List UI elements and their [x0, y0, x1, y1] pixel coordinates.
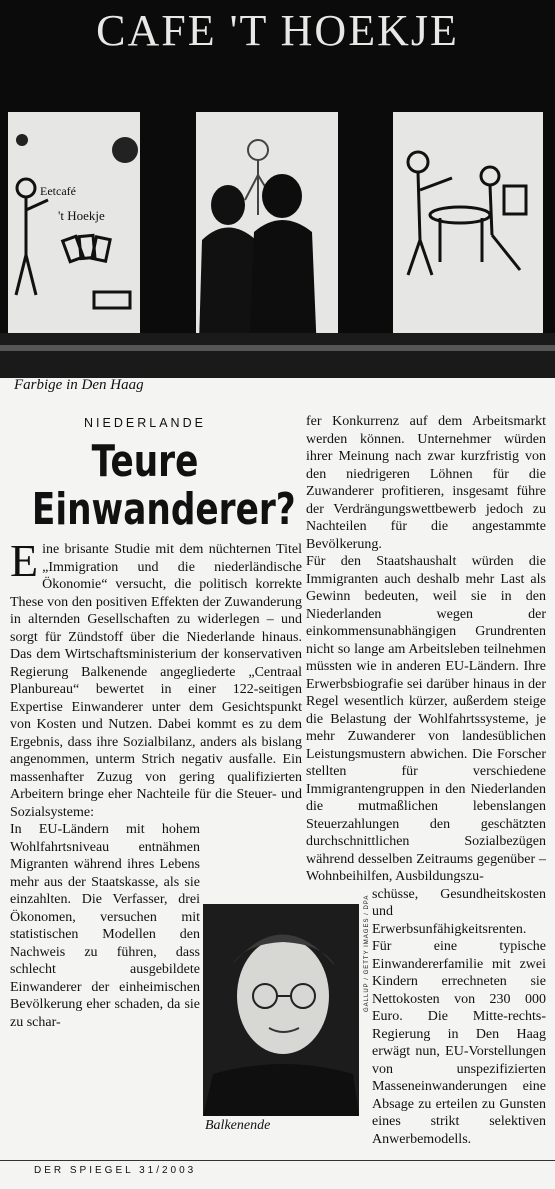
window-sign-text: Eetcafé	[40, 184, 76, 198]
headline-line-2: Einwanderer?	[31, 484, 296, 535]
footer-rule	[0, 1160, 555, 1161]
cafe-photo	[0, 0, 555, 378]
drop-cap: E	[10, 535, 39, 586]
headline	[31, 436, 296, 535]
photo-credit: GALLUP / GETTY IMAGES / DPA	[364, 894, 370, 1012]
portrait-caption: Balkenende	[205, 1118, 271, 1133]
body-paragraph-2-continued: schüsse, Gesundheitskosten und Erwerbsunfähigkeitsrenten. Für eine typische Einwandererfamilie mit zwei Kindern errechneten sie Nettokosten von 230 000 Euro. Die Mitte-rechts-Regierung in Den Haag erwägt nun, EU-Vorstellungen von unspezifizierten Masseneinwanderungen eine Absage zu erteilen zu Gunsten eines strikt selektiven Anwerbemodells.	[372, 886, 546, 1147]
body-paragraph: In EU-Ländern mit hohem Wohlfahrtsniveau entnähmen Migranten während ihres Lebens mehr aus der Staatskasse, als sie einzahlten. Die Verfasser, drei Ökonomen, versuchen mit statistischen Modellen den Nachweis zu führen, dass schlecht ausgebildete Einwanderer der einheimischen Bevölkerung eher schaden, da sie zu schar-	[10, 822, 200, 1030]
photo-caption: Farbige in Den Haag	[14, 377, 144, 393]
footer-issue: DER SPIEGEL 31/2003	[34, 1165, 197, 1176]
intro-paragraph-text: ine brisante Studie mit dem nüchternen Titel „Immigration und die niederländische Ökonomie“ versucht, die politisch korrekte These von den positiven Effekten der Zuwanderung in alternden Gesellschaften zu widerlegen – und sorgt für Zündstoff über die Niederlande hinaus. Das dem Wirtschaftsministerium der konservativen Regierung Balkenende angegliederte „Centraal Planbureau“ bewertet in einer 122-seitigen Expertise Einwanderer unter dem Gesichtspunkt von Kosten und Nutzen. Dabei kommt es zu dem Ergebnis, dass ihre Sozialbilanz, anders als bislang angenommen, unterm Strich negativ ausfalle. Ein massenhafter Zuzug von gering qualifizierten Arbeitern bringe eher Nachteile für die Steuer- und Sozialsysteme:	[10, 542, 302, 820]
sill-stripe	[0, 345, 555, 351]
window-drawings	[0, 0, 555, 378]
cafe-sign: CAFE 'T HOEKJE	[96, 6, 459, 55]
section-kicker: NIEDERLANDE	[84, 416, 206, 430]
intro-paragraph	[10, 535, 302, 821]
body-paragraph-continued: fer Konkurrenz auf dem Arbeitsmarkt werden können. Unternehmer würden ihrer Meinung nach zwar kurzfristig von den niedrigeren Löhnen für die Zuwanderer profitieren, insgesamt führe der Verdrängungswettbewerb jedoch zu Nachteilen für die angestammte Bevölkerung.	[306, 414, 546, 552]
portrait-photo	[203, 904, 359, 1116]
body-paragraph-2: Für den Staatshaushalt würden die Immigranten auch deshalb mehr Last als Gewinn bedeuten, weil sie in den Niederlanden wegen der einkommensunabhängigen Grundrenten nicht so lange am Arbeitsleben teilnehmen müssten wie in anderen EU-Ländern. Ihre Erwerbsbiografie sei darüber hinaus in der Regel wesentlich kürzer, außerdem steige die Belastung der Wohlfahrtssysteme, je mehr Zuwanderer von landesüblichen Leistungsmustern abwichen. Die Forscher stellten für verschiedene Immigrantengruppen in den Niederlanden die mutmaßlichen lebenslangen Steuerzahlungen den geschätzten durchschnittlichen Sozialbezügen während desselben Zeitraums gegenüber – Wohnbeihilfen, Ausbildungszu-	[306, 554, 546, 884]
headline-line-1: Teure	[91, 436, 199, 487]
portrait-silhouette	[203, 904, 359, 1116]
window-sill	[0, 333, 555, 378]
window-sign-text-2: 't Hoekje	[58, 208, 105, 223]
